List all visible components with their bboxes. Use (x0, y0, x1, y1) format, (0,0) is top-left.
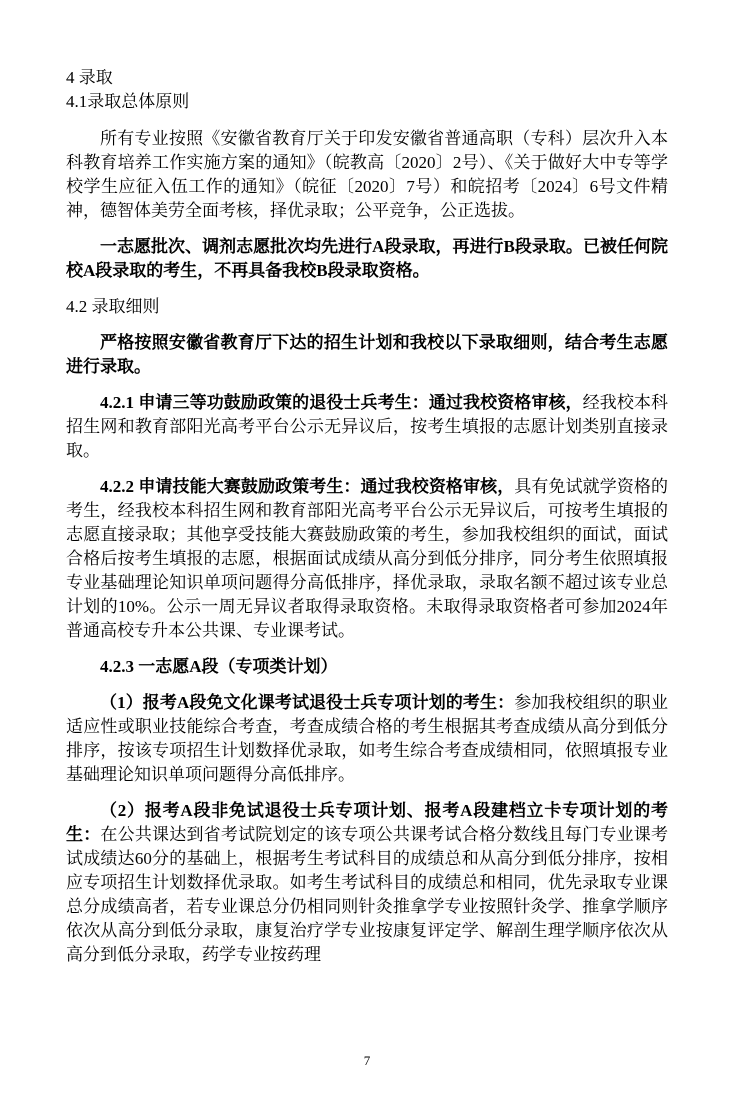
paragraph-item-2-non-exempt-plans (66, 799, 668, 967)
paragraph-bold-run: （2）报考A段非免试退役士兵专项计划、报考A段建档立卡专项计划的考生： (66, 801, 668, 844)
page-number: 7 (363, 1053, 371, 1068)
paragraph-plan-rules (66, 331, 668, 379)
paragraph-text-run: 所有专业按照《安徽省教育厅关于印发安徽省普通高职（专科）层次升入本科教育培养工作实施方案的通知》（皖教高〔2020〕2号）、《关于做好大中专等学校学生应征入伍工作的通知》（皖征〔2020〕7号）和皖招考〔2024〕6号文件精神，德智体美劳全面考核，择优录取；公平竞争，公正选拔。 (66, 129, 668, 220)
paragraph-bold-run: （1）报考A段免文化课考试退役士兵专项计划的考生： (100, 693, 515, 712)
paragraph-4-2-2-skills-competition (66, 475, 668, 643)
paragraph-bold-run: 严格按照安徽省教育厅下达的招生计划和我校以下录取细则，结合考生志愿进行录取。 (66, 333, 668, 376)
subheading-4-2-3: 4.2.3 一志愿A段（专项类计划） (100, 657, 338, 676)
paragraph-admission-principles (66, 127, 668, 223)
paragraph-item-1-exempt-veterans (66, 691, 668, 787)
paragraph-bold-run: 4.2.1 申请三等功鼓励政策的退役士兵考生：通过我校资格审核， (100, 393, 583, 412)
paragraph-4-2-1-veterans-merit (66, 391, 668, 463)
paragraph-bold-run: 4.2.2 申请技能大赛鼓励政策考生：通过我校资格审核， (100, 477, 515, 496)
section-heading-4-1: 4.1录取总体原则 (66, 92, 190, 111)
paragraph-bold-run: 一志愿批次、调剂志愿批次均先进行A段录取，再进行B段录取。已被任何院校A段录取的考生，不再具备我校B段录取资格。 (66, 237, 668, 280)
paragraph-text-run: 经我校本科招生网和教育部阳光高考平台公示无异议后，按考生填报的志愿计划类别直接录取。 (66, 393, 669, 460)
paragraph-text-run: 在公共课达到省考试院划定的该专项公共课考试合格分数线且每门专业课考试成绩达60分的基础上，根据考生考试科目的成绩总和从高分到低分排序，按相应专项招生计划数择优录取。如考生考试科目的成绩总和相同，优先录取专业课总分成绩高者，若专业课总分仍相同则针灸推拿学专业按照针灸学、推拿学顺序依次从高分到低分录取，康复治疗学专业按康复评定学、解剖生理学顺序依次从高分到低分录取，药学专业按药理 (66, 825, 669, 964)
section-heading-4-2: 4.2 录取细则 (66, 297, 160, 316)
paragraph-text-run: 具有免试就学资格的考生，经我校本科招生网和教育部阳光高考平台公示无异议后，可按考生填报的志愿直接录取；其他享受技能大赛鼓励政策的考生，参加我校组织的面试，面试合格后按考生填报的志愿，根据面试成绩从高分到低分排序，同分考生依照填报专业基础理论知识单项问题得分高低排序，择优录取，录取名额不超过该专业总计划的10%。公示一周无异议者取得录取资格。未取得录取资格者可参加2024年普通高校专升本公共课、专业课考试。 (66, 477, 669, 640)
paragraph-text-run: 参加我校组织的职业适应性或职业技能综合考查，考查成绩合格的考生根据其考查成绩从高分到低分排序，按该专项招生计划数择优录取，如考生综合考查成绩相同，依照填报专业基础理论知识单项问题得分高低排序。 (66, 693, 668, 784)
section-heading-4: 4 录取 (66, 68, 113, 87)
document-body (66, 66, 668, 967)
paragraph-batch-order (66, 235, 668, 283)
